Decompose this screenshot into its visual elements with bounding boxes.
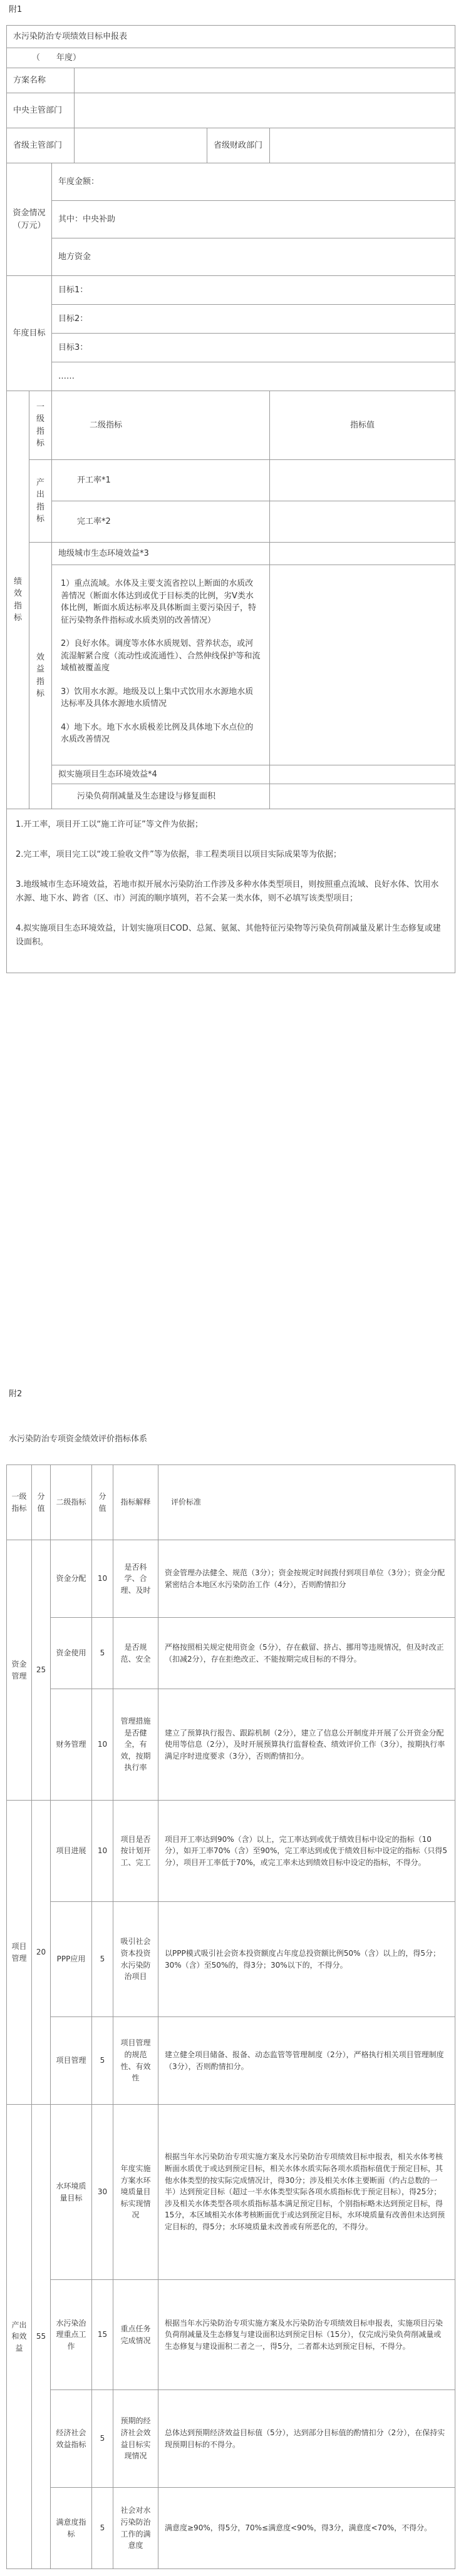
group-name: 项目管理 xyxy=(7,1801,32,2105)
row-value: 10 xyxy=(92,1801,113,1902)
central-dept-label: 中央主管部门 xyxy=(7,93,75,128)
table-row xyxy=(7,2390,455,2488)
row-explain: 是否规范、安全 xyxy=(113,1618,158,1689)
table-row xyxy=(7,1801,455,1902)
row-criteria: 根据当年水污染防治专项实施方案及水污染防治专项绩效目标申报表，实施项目污染负荷削减量及生态修复与建设面积达到预定目标（15分），仅完成污染负荷削减量或生态修复与建设面积二者之一，得5分，二者都未达到预定目标，不得分。 xyxy=(158,2280,455,2390)
goal-3: 目标3： xyxy=(52,334,455,362)
table-row xyxy=(7,1902,455,2017)
perf-label: 绩效指标 xyxy=(7,391,29,809)
project-name-value xyxy=(75,68,455,93)
row-explain: 社会对水污染防治工作的满意度 xyxy=(113,2488,158,2569)
note-item: 3.地级城市生态环境效益，若地市拟开展水污染防治工作涉及多种水体类型项目，则按照重点流域、良好水体、饮用水水源、地下水、跨省（区、市）河流的顺序填列，若不会某一类水体，则不必填写该类型项目； xyxy=(16,880,439,904)
row-explain: 管理措施是否健全，有效，按期执行率 xyxy=(113,1689,158,1801)
group-name: 产出和效益 xyxy=(7,2105,32,2569)
annex1-notes xyxy=(7,809,455,973)
annex1-title: 水污染防治专项绩效目标申报表 xyxy=(7,26,455,48)
row-name: 项目管理 xyxy=(51,2017,92,2105)
table-row xyxy=(7,2017,455,2105)
output-label: 产出指标 xyxy=(29,460,52,543)
group-score: 20 xyxy=(32,1801,51,2105)
effect-item: 3）饮用水水源。地级及以上集中式饮用水水源地水质达标率及具体水源地水质情况 xyxy=(61,687,254,709)
table-row xyxy=(7,1618,455,1689)
row-explain: 项目是否按计划开工、完工 xyxy=(113,1801,158,1902)
output-1: 开工率*1 xyxy=(52,460,270,501)
row-name: 经济社会效益指标 xyxy=(51,2390,92,2488)
provincial-finance-label: 省级财政部门 xyxy=(207,128,270,163)
annex2-table xyxy=(6,1464,455,2569)
row-name: 水环境质量目标 xyxy=(51,2105,92,2280)
header-l1: 一级指标 xyxy=(7,1465,32,1540)
row-value: 5 xyxy=(92,1902,113,2017)
row-explain: 年度实施方案水环境质量目标实现情况 xyxy=(113,2105,158,2280)
provincial-dept-value xyxy=(75,128,207,163)
table-row xyxy=(7,2105,455,2280)
row-explain: 是否科学、合理、及时 xyxy=(113,1540,158,1618)
header-value: 分值 xyxy=(92,1465,113,1540)
group-score: 25 xyxy=(32,1540,51,1801)
goal-2: 目标2： xyxy=(52,305,455,334)
row-value: 5 xyxy=(92,2017,113,2105)
row-value: 5 xyxy=(92,1618,113,1689)
effect-sub-label-value xyxy=(270,765,455,784)
effect-sub-text: 污染负荷削减量及生态建设与修复面积 xyxy=(52,784,270,809)
effect-item: 1）重点流域。水体及主要支流省控以上断面的水质改善情况（断面水体达到或优于目标类的比例，劣V类水体比例，断面水质达标率及具体断面主要污染因子，特征污染物条件指标或水质类别的改善情况） xyxy=(61,579,257,625)
effect-label: 效益指标 xyxy=(29,543,52,809)
row-name: 满意度指标 xyxy=(51,2488,92,2569)
annex1-year: （ 年度） xyxy=(7,48,455,68)
row-explain: 项目管理的规范性、有效性 xyxy=(113,2017,158,2105)
row-value: 5 xyxy=(92,2390,113,2488)
row-value: 15 xyxy=(92,2280,113,2390)
effect-list-value xyxy=(270,565,455,765)
row-criteria: 以PPP模式吸引社会资本投资额度占年度总投资额比例50%（含）以上的，得5分；30%（含）至50%的，得3分；30%以下的，不得分。 xyxy=(158,1902,455,2017)
row-value: 30 xyxy=(92,2105,113,2280)
annex1-label: 附1 xyxy=(9,5,23,14)
note-item: 2.完工率，项目完工以“竣工验收文件”等为依据，非工程类项目以项目实际成果等为依据； xyxy=(16,850,341,860)
effect-head: 地级城市生态环境效益*3 xyxy=(52,543,270,565)
row-criteria: 建立了预算执行报告、跟踪机制（2分），建立了信息公开制度并开展了公开资金分配使用等信息（2分），及时开展预算执行监督检查、绩效评价工作（3分），按期执行率满足序时进度要求（3分），否则酌情扣分。 xyxy=(158,1689,455,1801)
level2-label: 二级指标 xyxy=(52,391,270,460)
row-criteria: 总体达到预期经济效益目标值（5分），达到部分目标值的酌情扣分（2分），在保持实现预期目标的不得分。 xyxy=(158,2390,455,2488)
funds-local: 地方资金 xyxy=(52,238,455,276)
table-row xyxy=(7,2280,455,2390)
goals-label: 年度目标 xyxy=(7,276,52,391)
header-score: 分值 xyxy=(32,1465,51,1540)
funds-total: 年度金额： xyxy=(52,163,455,201)
central-dept-value xyxy=(75,93,455,128)
effect-sub-text-value xyxy=(270,784,455,809)
note-item: 4.拟实施项目生态环境效益，计划实施项目COD、总氮、氨氮、其他特征污染物等污染负荷削减量及累计生态修复或建设面积。 xyxy=(16,924,441,948)
annex2-title: 水污染防治专项资金绩效评价指标体系 xyxy=(9,1434,148,1444)
annex2-label: 附2 xyxy=(9,1389,23,1399)
row-explain: 吸引社会资本投资水污染防治项目 xyxy=(113,1902,158,2017)
row-value: 10 xyxy=(92,1540,113,1618)
row-name: 资金使用 xyxy=(51,1618,92,1689)
table-row xyxy=(7,2488,455,2569)
goal-more: …… xyxy=(52,362,455,391)
row-criteria: 建立健全项目储备、报备、动态监管等管理制度（2分），严格执行相关项目管理制度（3分），否则酌情扣分。 xyxy=(158,2017,455,2105)
effect-item: 2）良好水体。调度等水体水质规划、营养状态，或河流湿解紧合度（流动性或流通性）、合然伸线保护等和流域植被覆盖度 xyxy=(61,639,261,673)
row-name: 项目进展 xyxy=(51,1801,92,1902)
group-score: 55 xyxy=(32,2105,51,2569)
row-criteria: 根据当年水污染防治专项实施方案及水污染防治专项绩效目标申报表，相关水体考核断面水质优于或达到预定目标，相关水体水质实际各项水质指标值优于预定目标，其他水体类型的按实际完成情况计，得30分；涉及相关水体主要断面（约占总数的一半）达到预定目标（超过一半水体类型实际各项水质指标优于预定目标），得25分；涉及相关水体类型各项水质指标基本满足预定目标，个别指标略未达到预定目标，得15分，本区域相关水体考核断面优于或达到预定目标，水环境质量有改善但未达到预定目标的，得5分；水环境质量未改善或有所恶化的，不得分。 xyxy=(158,2105,455,2280)
output-2-value xyxy=(270,501,455,543)
effect-sub-label: 拟实施项目生态环境效益*4 xyxy=(52,765,270,784)
table-row xyxy=(7,1540,455,1618)
row-name: 资金分配 xyxy=(51,1540,92,1618)
row-explain: 预期的经济社会效益目标实现情况 xyxy=(113,2390,158,2488)
row-explain: 重点任务完成情况 xyxy=(113,2280,158,2390)
row-criteria: 项目开工率达到90%（含）以上，完工率达到或优于绩效目标中设定的指标（10分），如开工率70%（含）至90%，完工率达到或优于绩效目标中设定的指标（只得5分），项目开工率低于70%，或完工率未达到绩效目标中设定的指标，不得分。 xyxy=(158,1801,455,1902)
header-explain: 指标解释 xyxy=(113,1465,158,1540)
header-criteria: 评价标准 xyxy=(158,1465,455,1540)
provincial-dept-label: 省级主管部门 xyxy=(7,128,75,163)
value-label: 指标值 xyxy=(270,391,455,460)
row-name: PPP应用 xyxy=(51,1902,92,2017)
provincial-finance-value xyxy=(270,128,455,163)
project-name-label: 方案名称 xyxy=(7,68,75,93)
effect-head-value xyxy=(270,543,455,565)
output-1-value xyxy=(270,460,455,501)
row-criteria: 严格按照相关规定使用资金（5分），存在截留、挤占、挪用等违规情况，但及时改正（扣减2分），存在拒绝改正、不能按期完成目标的不得分。 xyxy=(158,1618,455,1689)
effect-item: 4）地下水。地下水水质极差比例及具体地下水点位的水质改善情况 xyxy=(61,722,254,745)
level1-label: 一级指标 xyxy=(29,391,52,460)
annex1-table xyxy=(6,25,455,973)
row-name: 水污染治理重点工作 xyxy=(51,2280,92,2390)
group-name: 资金管理 xyxy=(7,1540,32,1801)
row-value: 10 xyxy=(92,1689,113,1801)
funds-central: 其中：中央补助 xyxy=(52,201,455,238)
row-name: 财务管理 xyxy=(51,1689,92,1801)
effect-list xyxy=(52,565,270,765)
output-2: 完工率*2 xyxy=(52,501,270,543)
funds-label: 资金情况（万元） xyxy=(7,163,52,276)
note-item: 1.开工率，项目开工以“施工许可证”等文件为依据； xyxy=(16,820,203,829)
header-l2: 二级指标 xyxy=(51,1465,92,1540)
row-criteria: 资金管理办法健全、规范（3分）；资金按规定时间拨付到项目单位（3分）；资金分配紧密结合本地区水污染防治工作（4分），否则酌情扣分 xyxy=(158,1540,455,1618)
goal-1: 目标1： xyxy=(52,276,455,305)
table-row xyxy=(7,1689,455,1801)
row-criteria: 满意度≥90%，得5分，70%≤满意度<90%，得3分，满意度<70%，不得分。 xyxy=(158,2488,455,2569)
row-value: 5 xyxy=(92,2488,113,2569)
